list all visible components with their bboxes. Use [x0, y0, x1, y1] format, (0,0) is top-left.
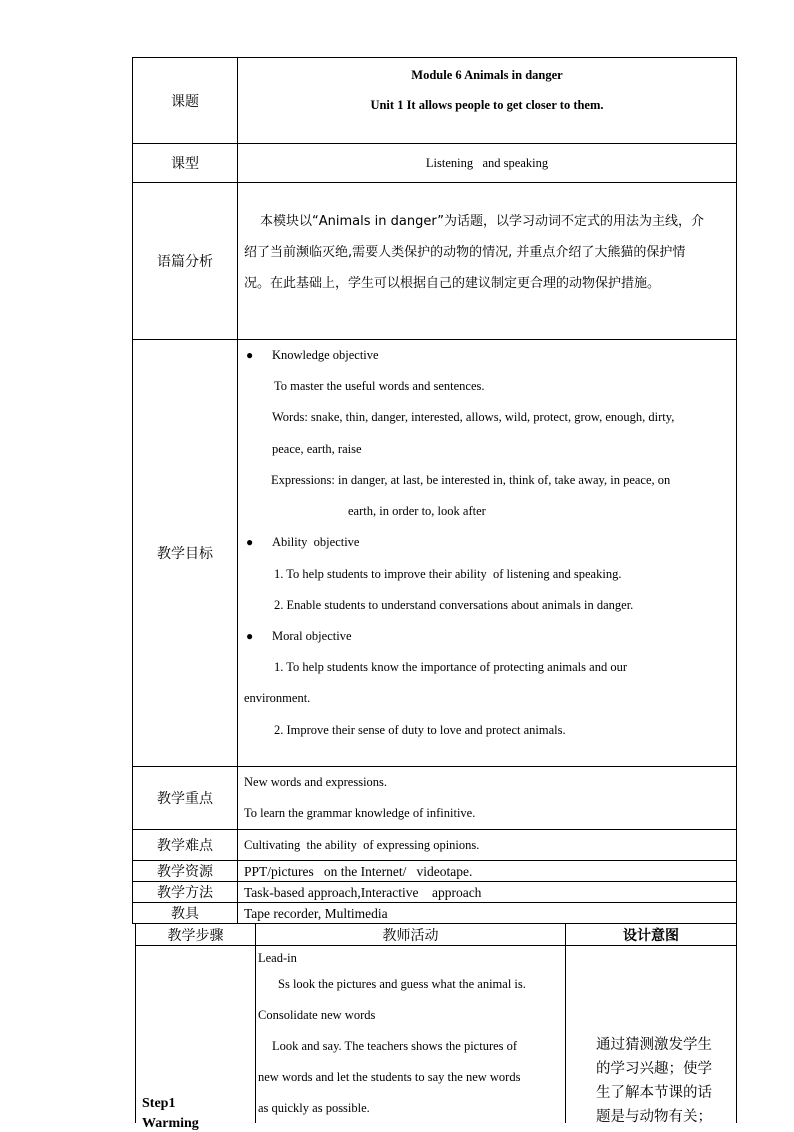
knowledge-line-5: earth, in order to, look after	[348, 504, 486, 518]
label-key-points: 教学重点	[133, 767, 238, 829]
row-analysis	[133, 182, 736, 339]
lesson-info-table	[132, 57, 737, 924]
label-objectives: 教学目标	[133, 340, 238, 766]
analysis-line-2: 绍了当前濒临灭绝,需要人类保护的动物的情况, 并重点介绍了大熊猫的保护情	[244, 245, 686, 260]
design-intent-1: 通过猜测激发学生	[596, 1037, 712, 1053]
design-intent-2: 的学习兴趣；使学	[596, 1061, 712, 1077]
lesson-type: Listening and speaking	[425, 156, 549, 170]
resources-value: PPT/pictures on the Internet/ videotape.	[244, 864, 473, 879]
bullet-icon: ●	[246, 348, 254, 362]
row-difficulty	[133, 829, 736, 860]
knowledge-objective: Knowledge objective	[272, 348, 379, 362]
header-teacher-activity: 教师活动	[256, 924, 565, 946]
teacher-activity-4: Look and say. The teachers shows the pictures of	[272, 1039, 518, 1053]
moral-objective: Moral objective	[272, 629, 352, 643]
label-resources: 教学资源	[133, 861, 238, 881]
step1-subtitle: Warming	[142, 1116, 199, 1131]
bullet-icon: ●	[246, 535, 254, 549]
design-intent-4: 题是与动物有关；	[596, 1109, 712, 1125]
row-key-points	[133, 766, 736, 829]
teacher-activity-3: Consolidate new words	[258, 1008, 376, 1022]
ability-line-2: 2. Enable students to understand conversations about animals in danger.	[274, 598, 634, 612]
knowledge-line-4: Expressions: in danger, at last, be interested in, think of, take away, in peace, on	[271, 473, 671, 487]
analysis-line-1: 本模块以“Animals in danger”为话题，以学习动词不定式的用法为主线，介	[260, 214, 704, 229]
label-topic: 课题	[133, 58, 238, 143]
key-point-1: New words and expressions.	[244, 775, 388, 789]
knowledge-line-1: To master the useful words and sentences.	[274, 379, 485, 393]
ability-line-1: 1. To help students to improve their ability of listening and speaking.	[274, 567, 622, 581]
step1-title: Step1	[142, 1096, 176, 1111]
moral-line-2: environment.	[244, 691, 311, 705]
ability-objective: Ability objective	[272, 535, 360, 549]
teacher-activity-5: new words and let the students to say the new words	[258, 1070, 521, 1084]
teacher-activity-2: Ss look the pictures and guess what the animal is.	[278, 977, 526, 991]
row-tools	[133, 902, 736, 923]
difficulty-value: Cultivating the ability of expressing opinions.	[244, 838, 480, 852]
knowledge-line-2: Words: snake, thin, danger, interested, allows, wild, protect, grow, enough, dirty,	[272, 410, 675, 424]
row-topic	[133, 58, 736, 143]
tools-value: Tape recorder, Multimedia	[244, 906, 388, 921]
design-intent-3: 生了解本节课的话	[596, 1085, 712, 1101]
key-point-2: To learn the grammar knowledge of infinitive.	[244, 806, 476, 820]
moral-line-1: 1. To help students know the importance of protecting animals and our	[274, 660, 627, 674]
header-design-intent: 设计意图	[566, 924, 736, 946]
label-difficulty: 教学难点	[133, 830, 238, 860]
moral-line-3: 2. Improve their sense of duty to love and protect animals.	[274, 723, 566, 737]
label-tools: 教具	[133, 903, 238, 923]
bullet-icon: ●	[246, 629, 254, 643]
column-divider	[255, 924, 256, 1123]
row-type	[133, 143, 736, 182]
label-analysis: 语篇分析	[133, 183, 238, 339]
label-type: 课型	[133, 144, 238, 182]
column-divider	[565, 924, 566, 1123]
analysis-line-3: 况。在此基础上，学生可以根据自己的建议制定更合理的动物保护措施。	[244, 276, 661, 291]
knowledge-line-3: peace, earth, raise	[272, 442, 362, 456]
teacher-activity-6: as quickly as possible.	[258, 1101, 370, 1115]
teaching-steps-table	[135, 923, 737, 1131]
header-steps: 教学步骤	[136, 924, 255, 946]
label-methods: 教学方法	[133, 882, 238, 902]
teacher-activity-1: Lead-in	[258, 951, 297, 965]
module-title: Module 6 Animals in danger	[411, 68, 563, 82]
row-objectives	[133, 339, 736, 766]
unit-title: Unit 1 It allows people to get closer to them.	[370, 98, 604, 112]
row-methods	[133, 881, 736, 902]
row-resources	[133, 860, 736, 881]
methods-value: Task-based approach,Interactive approach	[244, 885, 482, 900]
